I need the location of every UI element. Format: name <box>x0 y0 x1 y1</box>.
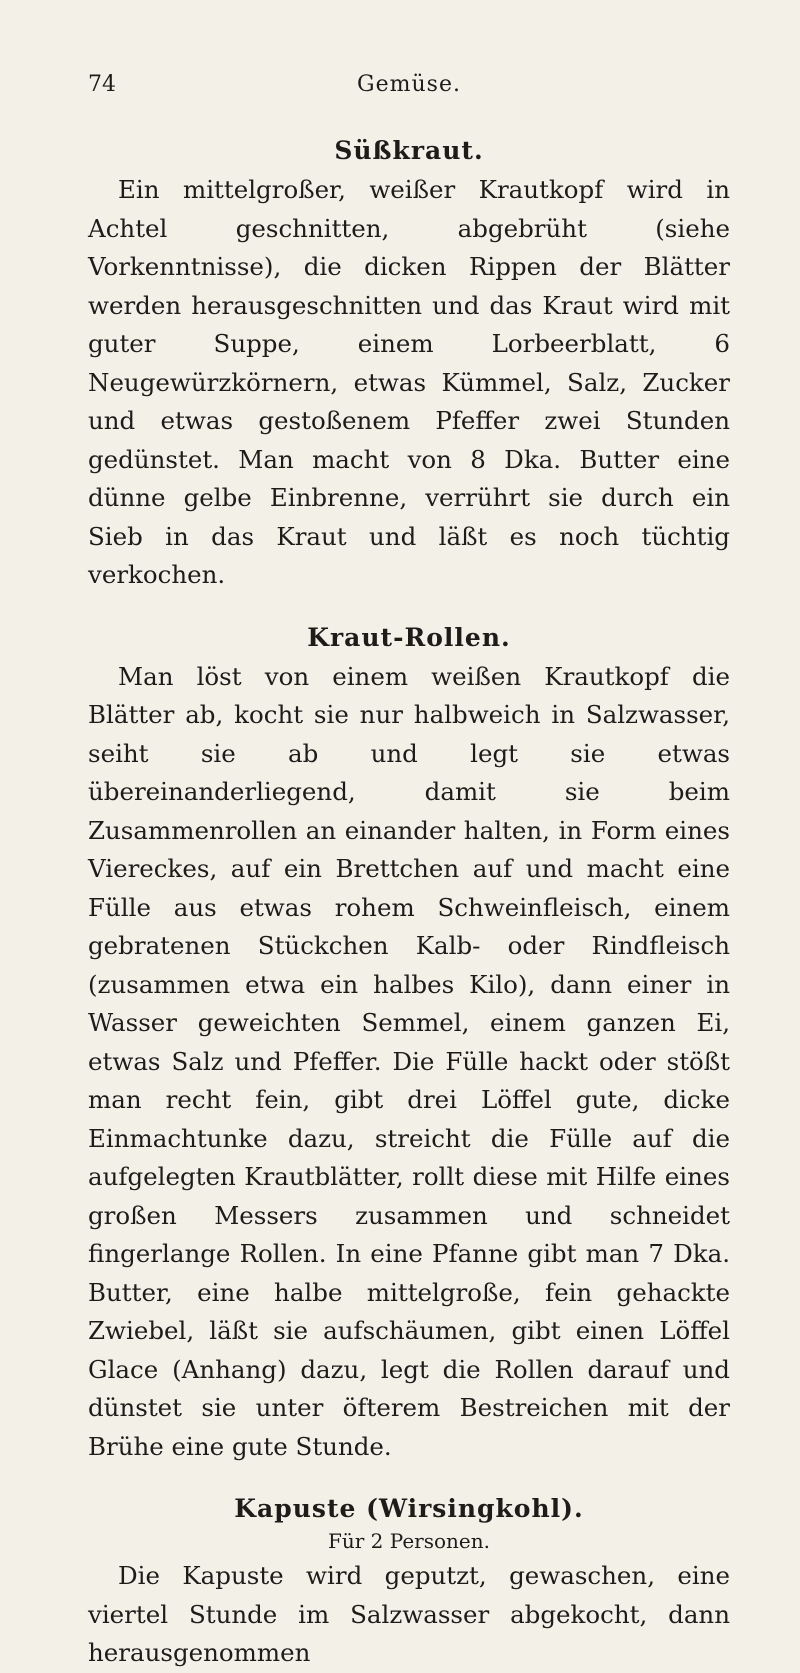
recipe-suesskraut <box>88 136 730 595</box>
recipe-kraut-rollen <box>88 623 730 1467</box>
recipe-title: Kapuste (Wirsingkohl). <box>234 1494 584 1523</box>
recipe-text: Ein mittelgroßer, weißer Krautkopf wird in Achtel geschnitten, abgebrüht (siehe Vorkenntnisse), die dicken Rippen der Blätter werden herausgeschnitten und das Kraut wird mit guter Suppe, einem Lorbeerblatt, 6 Neugewürzkörnern, etwas Kümmel, Salz, Zucker und etwas gestoßenem Pfeffer zwei Stunden gedünstet. Man macht von 8 Dka. Butter eine dünne gelbe Einbrenne, verrührt sie durch ein Sieb in das Kraut und läßt es noch tüchtig verkochen. <box>88 175 730 589</box>
page-number: 74 <box>88 72 116 97</box>
recipe-text: Die Kapuste wird geputzt, gewaschen, eine viertel Stunde im Salzwasser abgekocht, dann herausgenommen <box>88 1561 730 1667</box>
recipe-title: Süßkraut. <box>334 136 484 165</box>
recipe-servings: Für 2 Personen. <box>328 1529 490 1553</box>
running-title: Gemüse. <box>357 72 461 97</box>
running-head <box>88 72 730 112</box>
recipe-kapuste <box>88 1494 730 1673</box>
recipe-text: Man löst von einem weißen Krautkopf die Blätter ab, kocht sie nur halbweich in Salzwasser, seiht sie ab und legt sie etwas übereinanderliegend, damit sie beim Zusammenrollen an einander halten, in Form eines Viereckes, auf ein Brettchen auf und macht eine Fülle aus etwas rohem Schweinfleisch, einem gebratenen Stückchen Kalb- oder Rindfleisch (zusammen etwa ein halbes Kilo), dann einer in Wasser geweichten Semmel, einem ganzen Ei, etwas Salz und Pfeffer. Die Fülle hackt oder stößt man recht fein, gibt drei Löffel gute, dicke Einmachtunke dazu, streicht die Fülle auf die aufgelegten Krautblätter, rollt diese mit Hilfe eines großen Messers zusammen und schneidet fingerlange Rollen. In eine Pfanne gibt man 7 Dka. Butter, eine halbe mittelgroße, fein gehackte Zwiebel, läßt sie aufschäumen, gibt einen Löffel Glace (Anhang) dazu, legt die Rollen darauf und dünstet sie unter öfterem Bestreichen mit der Brühe eine gute Stunde. <box>88 661 730 1461</box>
recipe-title: Kraut-Rollen. <box>307 622 511 652</box>
